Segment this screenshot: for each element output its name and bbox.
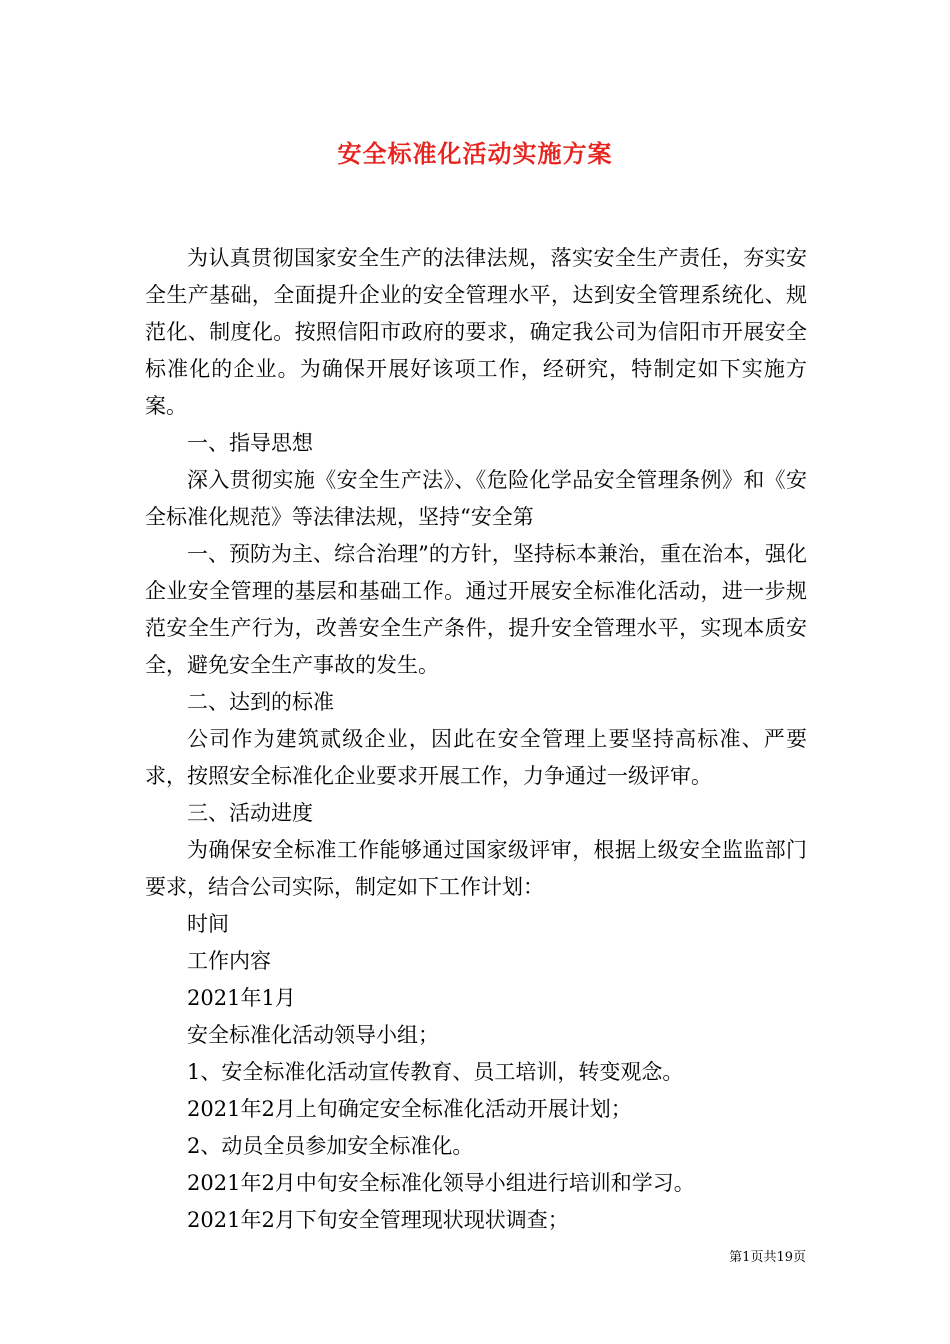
paragraph-guiding-ideology-cont: 一、预防为主、综合治理”的方针，坚持标本兼治，重在治本，强化企业安全管理的基层和基础工作。通过开展安全标准化活动，进一步规范安全生产行为，改善安全生产条件，提升安全管理水平，实现本质安全，避免安全生产事故的发生。 [145, 542, 807, 677]
plan-item: 2021年1月 [187, 986, 296, 1010]
page-number: 第1页共19页 [729, 1250, 806, 1265]
plan-time-label: 时间 [187, 912, 229, 936]
document-body [145, 240, 807, 1239]
plan-content-label: 工作内容 [187, 949, 271, 973]
paragraph-guiding-ideology: 深入贯彻实施《安全生产法》、《危险化学品安全管理条例》和《安全标准化规范》等法律法规，坚持“安全第 [145, 468, 807, 529]
plan-item: 1、安全标准化活动宣传教育、员工培训，转变观念。 [187, 1060, 684, 1084]
plan-item: 2021年2月中旬安全标准化领导小组进行培训和学习。 [187, 1171, 695, 1195]
heading-standards: 二、达到的标准 [187, 690, 334, 714]
document-title: 安全标准化活动实施方案 [337, 139, 613, 168]
paragraph-intro: 为认真贯彻国家安全生产的法律法规，落实安全生产责任，夯实安全生产基础，全面提升企业的安全管理水平，达到安全管理系统化、规范化、制度化。按照信阳市政府的要求，确定我公司为信阳市开展安全标准化的企业。为确保开展好该项工作，经研究，特制定如下实施方案。 [145, 246, 807, 418]
paragraph-progress: 为确保安全标准工作能够通过国家级评审，根据上级安全监监部门要求，结合公司实际，制定如下工作计划： [145, 838, 807, 899]
heading-progress: 三、活动进度 [187, 801, 313, 825]
heading-guiding-ideology: 一、指导思想 [187, 431, 313, 455]
plan-item: 2021年2月上旬确定安全标准化活动开展计划； [187, 1097, 632, 1121]
plan-item: 2、动员全员参加安全标准化。 [187, 1134, 474, 1158]
plan-item: 安全标准化活动领导小组； [187, 1023, 439, 1047]
paragraph-standards: 公司作为建筑贰级企业，因此在安全管理上要坚持高标准、严要求，按照安全标准化企业要求开展工作，力争通过一级评审。 [145, 727, 807, 788]
plan-item: 2021年2月下旬安全管理现状现状调查； [187, 1208, 569, 1232]
